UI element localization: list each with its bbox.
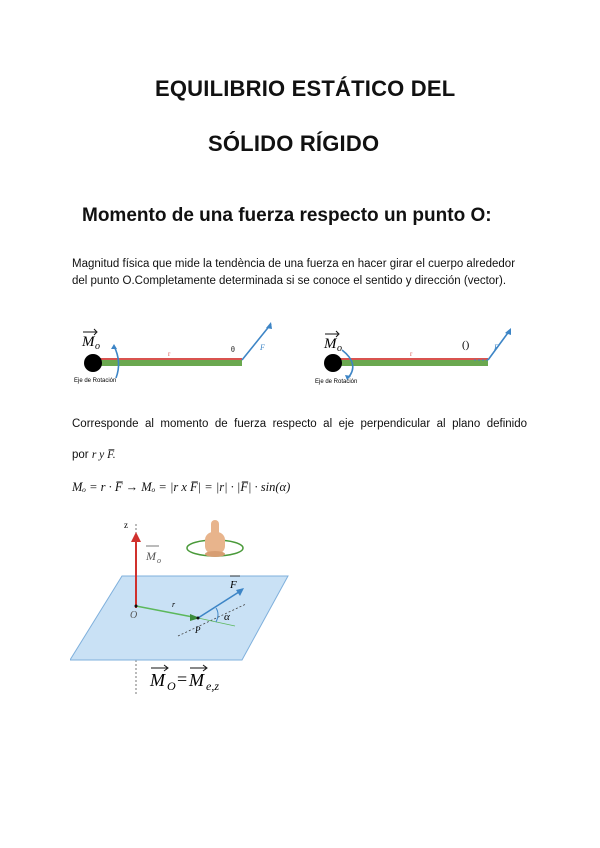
para-prefix: por [72,449,92,461]
force-label: F [260,343,265,352]
p-label: P [195,625,201,635]
r-label: r [172,600,176,609]
angle-label: θ [231,345,235,354]
moment-formula: Mₒ = r · F̅ → Mₒ = |r x F̅| = |r| · |F̅| · sin(α) [72,480,291,494]
o-label: O [130,610,138,621]
plane [70,576,288,660]
moment-label: M [324,336,337,352]
right-hand-rule-icon [205,520,225,557]
r-label: r [410,350,413,358]
caption-mez: M [189,670,204,690]
force-arrow [488,330,510,360]
caption-mo-sub: O [167,679,176,693]
angle-label: () [462,339,470,351]
page-title-line1: EQUILIBRIO ESTÁTICO DEL [155,76,456,101]
perpendicular-axis-paragraph: Corresponde al momento de fuerza respecto al eje perpendicular al plano definido [72,418,527,430]
force-label: F [494,343,499,352]
caption-mez-sub: e,z [206,679,219,693]
z-label: z [124,520,128,530]
mo-sub: o [157,556,161,565]
caption-mo: M [150,670,165,690]
axis-label: Eje de Rotación [74,378,117,384]
moment-label: M [82,334,95,350]
pivot-point [324,354,342,372]
pivot-point [84,354,102,372]
plane-moment-diagram [70,518,295,698]
page-title-line2: SÓLIDO RÍGIDO [208,131,380,156]
axis-label: Eje de Rotación [315,379,358,385]
caption-eq: = [177,669,188,689]
section-heading: Momento de una fuerza respecto un punto O: [82,205,492,226]
definition-paragraph: Magnitud física que mide la tendència de una fuerza en hacer girar el cuerpo alrededor del punto O.Completamente determinada si se conoce el sentido y dirección (vector). [72,258,516,287]
mo-label: M [146,549,156,563]
perpendicular-axis-paragraph-line2 [72,447,116,464]
moment-diagram-right [312,320,522,392]
para-math: r y F̅. [91,449,116,461]
moment-diagram-left [70,318,290,390]
f-label: F [230,579,237,591]
force-arrow [242,324,271,360]
rigid-bar [94,360,242,366]
r-label: r [168,350,171,358]
moment-sub: o [95,341,100,352]
rigid-bar [334,360,488,366]
alpha-label: α [224,611,230,623]
moment-sub: o [337,343,342,354]
